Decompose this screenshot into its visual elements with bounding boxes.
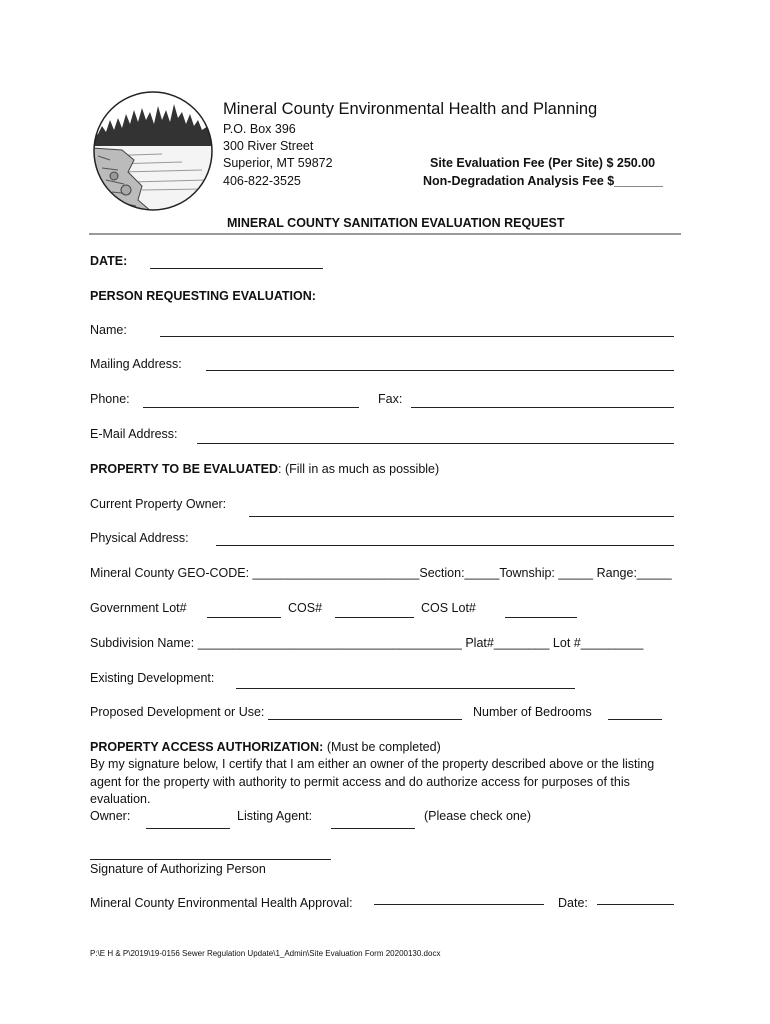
- authorization-heading: PROPERTY ACCESS AUTHORIZATION:: [90, 740, 324, 754]
- proposed-field[interactable]: [268, 719, 462, 720]
- property-note: : (Fill in as much as possible): [278, 462, 440, 476]
- email-label: E-Mail Address:: [90, 427, 178, 441]
- office-phone: 406-822-3525: [223, 174, 301, 188]
- gov-lot-field[interactable]: [207, 617, 281, 618]
- mailing-field[interactable]: [206, 370, 674, 371]
- geocode-row[interactable]: Mineral County GEO-CODE: ________________________Section:_____Township: _____ Range:_____: [90, 566, 672, 580]
- gov-lot-label: Government Lot#: [90, 601, 187, 615]
- fax-field[interactable]: [411, 407, 674, 408]
- phone-field[interactable]: [143, 407, 359, 408]
- site-evaluation-fee: Site Evaluation Fee (Per Site) $ 250.00: [430, 156, 656, 170]
- name-field[interactable]: [160, 336, 674, 337]
- check-one-note: (Please check one): [424, 809, 532, 823]
- property-heading: PROPERTY TO BE EVALUATED: [90, 462, 278, 476]
- logo-landscape-icon: [92, 90, 214, 212]
- authorization-text-1: By my signature below, I certify that I am either an owner of the property described above or the listing: [90, 757, 655, 771]
- title-divider: [89, 233, 681, 235]
- signature-field[interactable]: [90, 859, 331, 860]
- approval-label: Mineral County Environmental Health Approval:: [90, 896, 353, 910]
- existing-field[interactable]: [236, 688, 575, 689]
- existing-label: Existing Development:: [90, 671, 215, 685]
- authorization-note: (Must be completed): [323, 740, 441, 754]
- subdivision-row[interactable]: Subdivision Name: ______________________________________ Plat#________ Lot #_________: [90, 636, 644, 650]
- mailing-label: Mailing Address:: [90, 357, 182, 371]
- phone-label: Phone:: [90, 392, 130, 406]
- owner-check-field[interactable]: [146, 828, 230, 829]
- approval-date-field[interactable]: [597, 904, 674, 905]
- form-title: MINERAL COUNTY SANITATION EVALUATION REQUEST: [227, 216, 565, 230]
- non-degradation-fee: Non-Degradation Analysis Fee $_______: [423, 174, 663, 188]
- bedrooms-label: Number of Bedrooms: [473, 705, 592, 719]
- city-state-zip: Superior, MT 59872: [223, 156, 333, 170]
- cos-label: COS#: [288, 601, 323, 615]
- bedrooms-field[interactable]: [608, 719, 662, 720]
- authorization-text-3: evaluation.: [90, 792, 151, 806]
- owner-label: Current Property Owner:: [90, 497, 227, 511]
- listing-agent-label: Listing Agent:: [237, 809, 313, 823]
- authorization-text-2: agent for the property with authority to permit access and do authorize access for purposes of this: [90, 775, 630, 789]
- cos-lot-field[interactable]: [505, 617, 577, 618]
- physical-field[interactable]: [216, 545, 674, 546]
- county-logo: [92, 90, 214, 212]
- owner-check-label: Owner:: [90, 809, 131, 823]
- authorization-heading-row: [90, 740, 441, 754]
- email-field[interactable]: [197, 443, 674, 444]
- street-address: 300 River Street: [223, 139, 314, 153]
- date-label: DATE:: [90, 254, 128, 268]
- listing-agent-field[interactable]: [331, 828, 415, 829]
- po-box: P.O. Box 396: [223, 122, 296, 136]
- proposed-label: Proposed Development or Use:: [90, 705, 265, 719]
- name-label: Name:: [90, 323, 127, 337]
- owner-field[interactable]: [249, 516, 674, 517]
- date-field[interactable]: [150, 268, 323, 269]
- cos-field[interactable]: [335, 617, 414, 618]
- person-heading: PERSON REQUESTING EVALUATION:: [90, 289, 316, 303]
- fax-label: Fax:: [378, 392, 403, 406]
- approval-field[interactable]: [374, 904, 544, 905]
- approval-date-label: Date:: [558, 896, 588, 910]
- physical-label: Physical Address:: [90, 531, 189, 545]
- cos-lot-label: COS Lot#: [421, 601, 476, 615]
- footer-file-path: P:\E H & P\2019\19-0156 Sewer Regulation Update\1_Admin\Site Evaluation Form 20200130.docx: [90, 949, 441, 958]
- property-heading-row: [90, 462, 439, 476]
- signature-label: Signature of Authorizing Person: [90, 862, 266, 876]
- org-name: Mineral County Environmental Health and Planning: [223, 100, 598, 118]
